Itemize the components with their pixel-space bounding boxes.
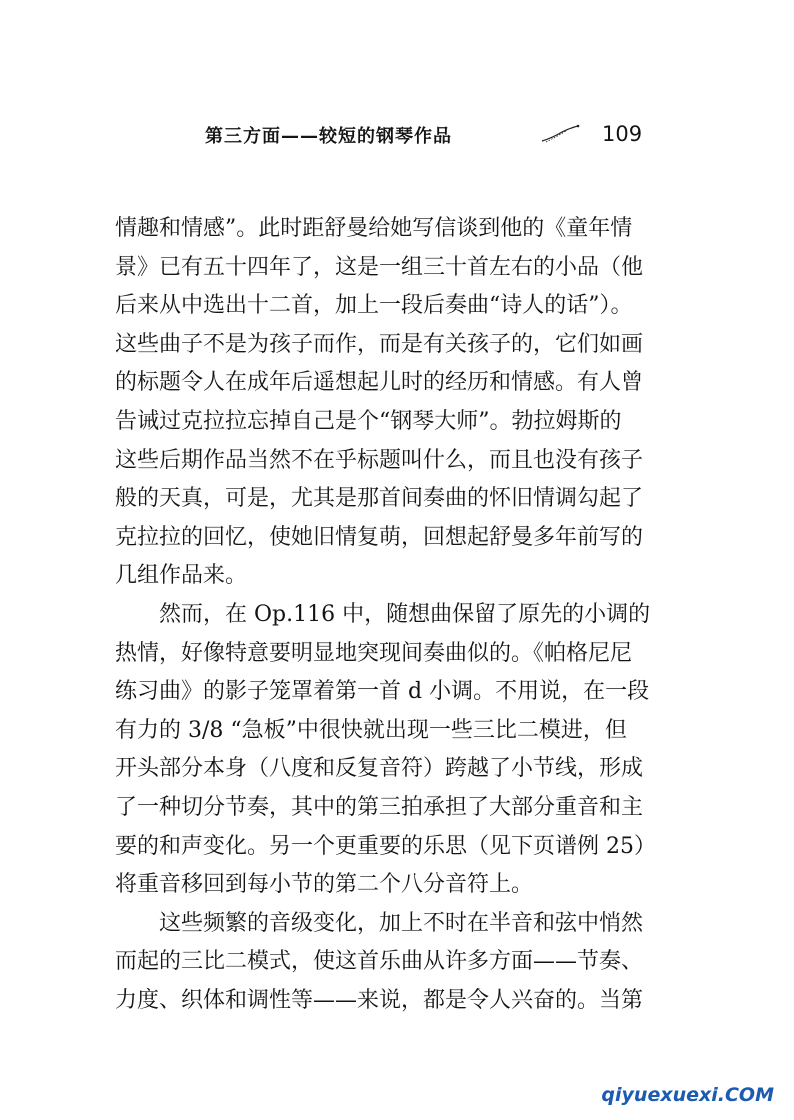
text-line: 热情，好像特意要明显地突现间奏曲似的。《帕格尼尼: [115, 640, 633, 666]
text-line: 后来从中选出十二首，加上一段后奏曲“诗人的话”）。: [115, 293, 633, 319]
ornament-flourish-icon: [540, 122, 580, 146]
text-line: 这些后期作品当然不在乎标题叫什么，而且也没有孩子: [115, 447, 644, 473]
body-text: [115, 210, 675, 1020]
text-line: 景》已有五十四年了，这是一组三十首左右的小品（他: [115, 254, 644, 280]
text-line: 开头部分本身（八度和反复音符）跨越了小节线，形成: [115, 756, 644, 782]
text-line: 克拉拉的回忆，使她旧情复萌，回想起舒曼多年前写的: [115, 524, 644, 550]
page-number: 109: [602, 122, 643, 146]
text-line: 告诫过克拉拉忘掉自己是个“钢琴大师”。勃拉姆斯的: [115, 408, 622, 434]
text-line: 而起的三比二模式，使这首乐曲从许多方面——节奏、: [115, 949, 644, 975]
text-line: 的标题令人在成年后遥想起儿时的经历和情感。有人曾: [115, 370, 644, 396]
text-line: 将重音移回到每小节的第二个八分音符上。: [115, 872, 534, 898]
text-line: 要的和声变化。另一个更重要的乐思（见下页谱例 25）: [115, 833, 656, 859]
text-line: 几组作品来。: [115, 563, 248, 589]
text-line: 然而，在 Op.116 中，随想曲保留了原先的小调的: [115, 601, 651, 627]
text-line: 般的天真，可是，尤其是那首间奏曲的怀旧情调勾起了: [115, 486, 644, 512]
header-title: 第三方面——较短的钢琴作品: [205, 126, 452, 147]
text-line: 练习曲》的影子笼罩着第一首 d 小调。不用说，在一段: [115, 679, 650, 705]
site-watermark: qiyuexuexi.COM: [601, 1084, 774, 1106]
text-line: 力度、织体和调性等——来说，都是令人兴奋的。当第: [115, 987, 644, 1013]
text-line: 这些频繁的音级变化，加上不时在半音和弦中悄然: [115, 910, 644, 936]
text-line: 这些曲子不是为孩子而作，而是有关孩子的，它们如画: [115, 331, 644, 357]
text-line: 有力的 3/8 “急板”中很快就出现一些三比二模进，但: [115, 717, 627, 743]
running-header: [0, 116, 794, 152]
text-line: 了一种切分节奏，其中的第三拍承担了大部分重音和主: [115, 794, 644, 820]
text-line: 情趣和情感”。此时距舒曼给她写信谈到他的《童年情: [115, 216, 633, 241]
